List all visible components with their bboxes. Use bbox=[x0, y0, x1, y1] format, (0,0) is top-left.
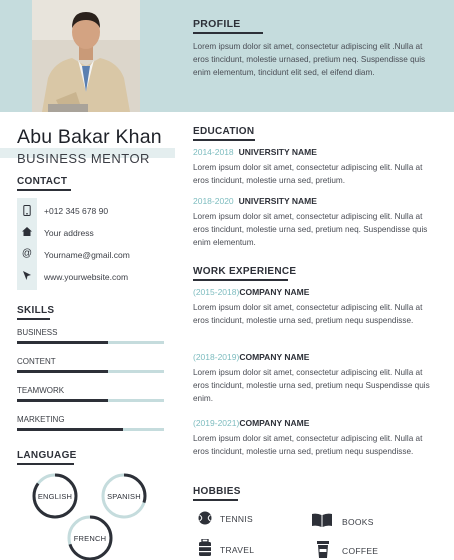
hobbies-heading-rule bbox=[193, 499, 238, 501]
skills-heading: SKILLS bbox=[17, 305, 55, 316]
experience-description: Lorem ipsum dolor sit amet, consectetur adipiscing elit. Nulla at eros tincidunt, molestie urna sed, pretium nequ Suspendisse quis enim. bbox=[193, 368, 430, 403]
profile-photo bbox=[32, 0, 140, 112]
person-role: BUSINESS MENTOR bbox=[17, 151, 150, 166]
contact-heading-rule bbox=[17, 189, 71, 191]
book-icon bbox=[312, 513, 332, 530]
education-heading: EDUCATION bbox=[193, 126, 255, 137]
hobby-label: TENNIS bbox=[220, 514, 253, 524]
luggage-icon bbox=[195, 539, 215, 560]
education-date: 2018-2020 bbox=[193, 196, 234, 206]
education-entry-header bbox=[193, 147, 317, 157]
skill-label: MARKETING bbox=[17, 415, 65, 424]
contact-address: Your address bbox=[44, 228, 94, 238]
education-description: Lorem ipsum dolor sit amet, consectetur adipiscing elit. Nulla at eros tincidunt, molestie urna sed, pretium neq. Suspendisse quis enim elementum. bbox=[193, 212, 428, 247]
profile-heading-rule bbox=[193, 32, 263, 34]
person-name: Abu Bakar Khan bbox=[17, 126, 162, 148]
cursor-icon bbox=[17, 271, 37, 282]
language-label: FRENCH bbox=[73, 534, 107, 543]
contact-website[interactable]: www.yourwebsite.com bbox=[44, 272, 129, 282]
experience-company: COMPANY NAME bbox=[239, 418, 310, 428]
profile-heading: PROFILE bbox=[193, 18, 241, 30]
at-icon: @ bbox=[21, 248, 33, 259]
skill-bar-fill bbox=[17, 341, 108, 344]
language-label: SPANISH bbox=[107, 492, 141, 501]
profile-text: Lorem ipsum dolor sit amet, consectetur adipiscing elit .Nulla at eros tincidunt, molestie urnased, pretium neq. Suspendisse quis enim elementum, tincidunt elit sed, el eifend diam. bbox=[193, 42, 426, 77]
education-school: UNIVERSITY NAME bbox=[238, 196, 317, 206]
coffee-icon bbox=[313, 541, 333, 560]
education-description: Lorem ipsum dolor sit amet, consectetur adipiscing elit. Nulla at eros tincidunt, molestie urna sed, pretium. bbox=[193, 163, 423, 185]
education-date: 2014-2018 bbox=[193, 147, 234, 157]
hobby-label: TRAVEL bbox=[220, 545, 255, 555]
contact-heading: CONTACT bbox=[17, 176, 68, 187]
skill-label: TEAMWORK bbox=[17, 386, 65, 395]
skill-bar bbox=[17, 341, 164, 344]
skills-heading-rule bbox=[17, 318, 50, 320]
experience-company: COMPANY NAME bbox=[239, 352, 310, 362]
experience-company: COMPANY NAME bbox=[239, 287, 310, 297]
tennis-ball-icon bbox=[195, 511, 215, 528]
experience-date: (2018-2019) bbox=[193, 352, 240, 362]
skill-bar bbox=[17, 399, 164, 402]
experience-entry-header bbox=[193, 418, 309, 428]
skill-label: CONTENT bbox=[17, 357, 56, 366]
experience-date: (2015-2018) bbox=[193, 287, 240, 297]
language-heading: LANGUAGE bbox=[17, 450, 77, 461]
education-heading-rule bbox=[193, 139, 255, 141]
hobby-label: COFFEE bbox=[342, 546, 379, 556]
language-label: ENGLISH bbox=[37, 492, 73, 501]
hobby-label: BOOKS bbox=[342, 517, 374, 527]
phone-icon bbox=[17, 205, 37, 218]
skill-label: BUSINESS bbox=[17, 328, 58, 337]
experience-entry-header bbox=[193, 287, 309, 297]
skill-bar-fill bbox=[17, 428, 123, 431]
experience-date: (2019-2021) bbox=[193, 418, 240, 428]
skill-bar bbox=[17, 370, 164, 373]
skill-bar bbox=[17, 428, 164, 431]
experience-entry-header bbox=[193, 352, 309, 362]
home-icon bbox=[17, 227, 37, 238]
language-heading-rule bbox=[17, 463, 74, 465]
education-school: UNIVERSITY NAME bbox=[238, 147, 317, 157]
skill-bar-fill bbox=[17, 399, 108, 402]
contact-phone: +012 345 678 90 bbox=[44, 206, 109, 216]
experience-heading-rule bbox=[193, 279, 288, 281]
experience-description: Lorem ipsum dolor sit amet, consectetur adipiscing elit. Nulla at eros tincidunt, molestie urna sed, pretium nequ suspendisse. bbox=[193, 303, 423, 325]
person-portrait-image bbox=[32, 0, 140, 112]
experience-heading: WORK EXPERIENCE bbox=[193, 266, 297, 277]
skill-bar-fill bbox=[17, 370, 108, 373]
hobbies-heading: HOBBIES bbox=[193, 486, 241, 497]
contact-email[interactable]: Yourname@gmail.com bbox=[44, 250, 130, 260]
education-entry-header bbox=[193, 196, 317, 206]
experience-description: Lorem ipsum dolor sit amet, consectetur adipiscing elit. Nulla at eros tincidunt, molestie urna sed, pretium nequ suspendisse. bbox=[193, 434, 423, 456]
